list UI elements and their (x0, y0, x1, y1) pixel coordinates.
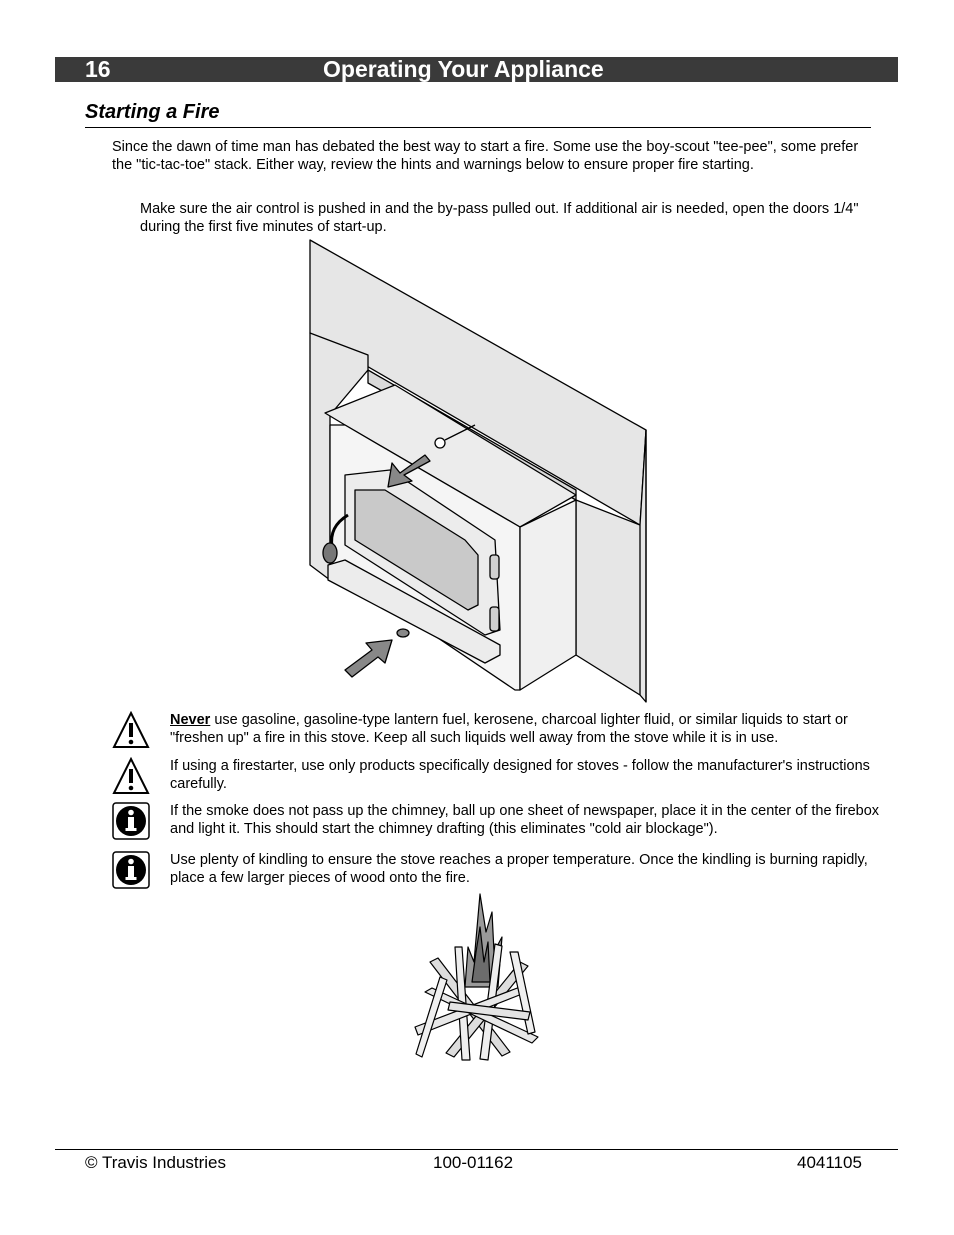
note-text: Never use gasoline, gasoline-type lantern fuel, kerosene, charcoal lighter fluid, or similar liquids to start or "freshen up" a fire in this stove. Keep all such liquids well away from the stove while it is in use. (170, 712, 848, 746)
section-title: Starting a Fire (85, 101, 220, 123)
footer-divider (55, 1149, 898, 1150)
page-title: Operating Your Appliance (323, 56, 604, 82)
note-gasoline-warning (112, 711, 892, 751)
warning-icon (112, 757, 150, 795)
never-emphasis: Never (170, 712, 211, 728)
info-icon (112, 851, 150, 889)
info-icon (112, 802, 150, 840)
note-text: Use plenty of kindling to ensure the stove reaches a proper temperature. Once the kindling is burning rapidly, place a few larger pieces of wood onto the fire. (170, 852, 868, 886)
footer-copyright: © Travis Industries (85, 1153, 227, 1172)
section-divider (85, 127, 871, 128)
kindling-fire-illustration (410, 892, 542, 1064)
page-number: 16 (85, 56, 111, 82)
note-text: If using a firestarter, use only products specifically designed for stoves - follow the manufacturer's instructions carefully. (170, 758, 870, 792)
note-text: If the smoke does not pass up the chimney, ball up one sheet of newspaper, place it in the center of the firebox and light it. This should start the chimney drafting (this eliminates "cold air blockage"). (170, 803, 880, 837)
note-kindling-info (112, 851, 892, 891)
note-firestarter-warning (112, 757, 892, 797)
footer-part-number: 100-01162 (433, 1153, 514, 1172)
warning-icon (112, 711, 150, 749)
page-header-bar (55, 57, 898, 82)
air-control-paragraph: Make sure the air control is pushed in and the by-pass pulled out. If additional air is needed, open the doors 1/4" during the first five minutes of start-up. (140, 201, 859, 235)
intro-paragraph: Since the dawn of time man has debated the best way to start a fire. Some use the boy-scout "tee-pee", some prefer the "tic-tac-toe" stack. Either way, review the hints and warnings below to ensure proper fire starting. (112, 139, 859, 173)
stove-insert-illustration (300, 235, 652, 705)
footer-date-code: 4041105 (797, 1153, 862, 1172)
note-cold-air-info (112, 802, 892, 842)
